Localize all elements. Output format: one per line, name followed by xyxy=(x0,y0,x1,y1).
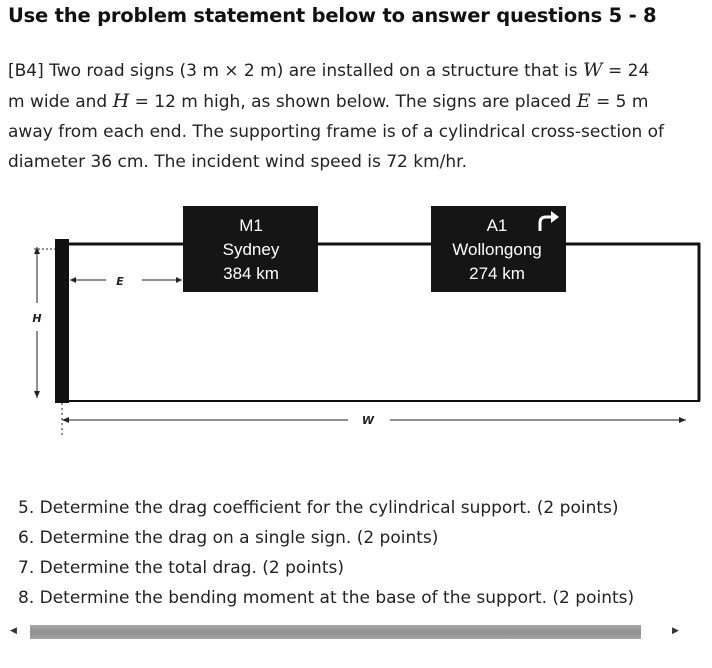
h-dimension xyxy=(32,247,55,398)
problem-statement xyxy=(8,55,708,177)
sign-a1-wollongong xyxy=(431,206,566,292)
e-variable: E xyxy=(576,90,591,112)
scroll-thumb[interactable] xyxy=(30,625,641,639)
question-8: 8. Determine the bending moment at the base of the support. (2 points) xyxy=(18,588,635,608)
question-6: 6. Determine the drag on a single sign. (2 points) xyxy=(18,528,439,548)
sign2-city: Wollongong xyxy=(452,240,542,259)
section-heading: Use the problem statement below to answer questions 5 - 8 xyxy=(8,4,657,27)
left-support-post xyxy=(55,239,69,403)
sign1-route: M1 xyxy=(239,216,263,235)
question-7: 7. Determine the total drag. (2 points) xyxy=(18,558,344,578)
w-variable: W xyxy=(583,59,603,81)
problem-line-1: [B4] Two road signs (3 m × 2 m) are installed on a structure that is W = 24 xyxy=(8,59,650,81)
horizontal-scrollbar[interactable] xyxy=(0,622,712,642)
w-dimension xyxy=(62,403,686,435)
sign-m1-sydney xyxy=(183,206,318,292)
h-variable: H xyxy=(112,90,130,112)
structure-diagram xyxy=(0,195,712,445)
e-label: E xyxy=(116,275,124,288)
question-5: 5. Determine the drag coefficient for the cylindrical support. (2 points) xyxy=(18,498,619,518)
sign1-distance: 384 km xyxy=(223,264,279,283)
sign2-distance: 274 km xyxy=(469,264,525,283)
scroll-right-icon[interactable]: ▶ xyxy=(672,626,679,636)
h-label: H xyxy=(32,312,42,325)
sign2-route: A1 xyxy=(486,216,508,235)
question-list xyxy=(18,493,634,613)
problem-line-3: away from each end. The supporting frame is of a cylindrical cross-section of xyxy=(8,122,665,142)
problem-line-2: m wide and H = 12 m high, as shown below. The signs are placed E = 5 m xyxy=(8,90,649,112)
w-label: W xyxy=(361,414,375,427)
problem-line-4: diameter 36 cm. The incident wind speed is 72 km/hr. xyxy=(8,152,468,172)
sign1-city: Sydney xyxy=(222,240,280,259)
e-dimension xyxy=(70,275,182,288)
scroll-left-icon[interactable]: ◀ xyxy=(10,626,17,636)
